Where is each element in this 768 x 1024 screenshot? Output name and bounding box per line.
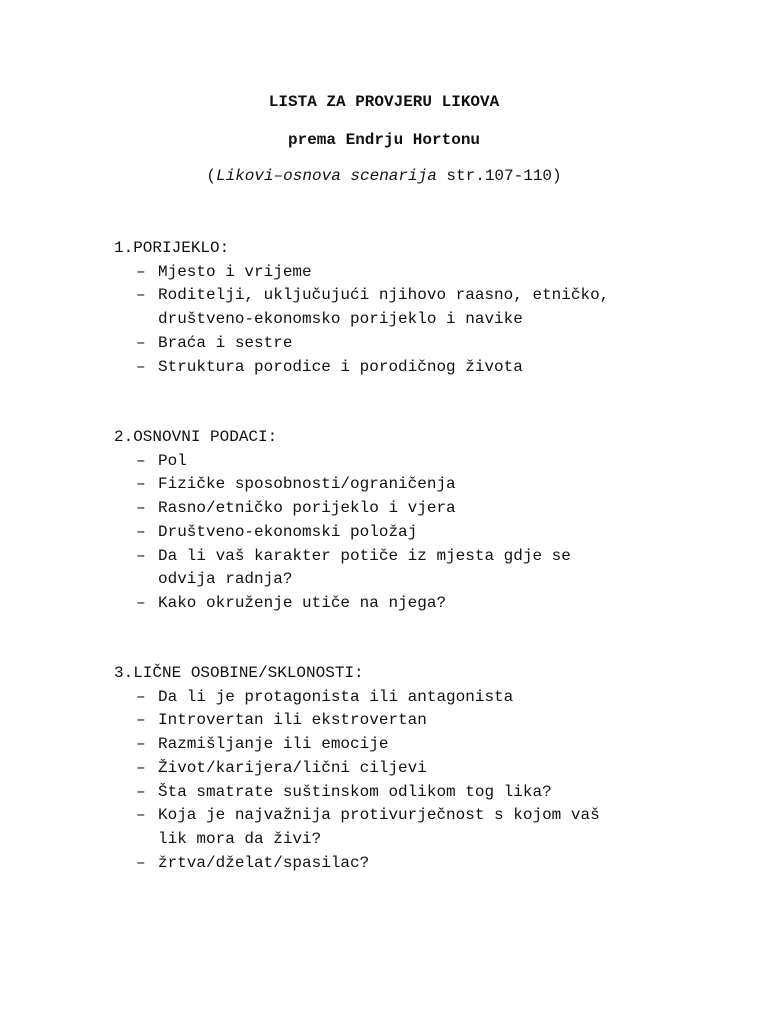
bullet-dash: –: [136, 546, 146, 565]
list-item: [114, 781, 734, 805]
source-pages: str.107-110): [436, 167, 562, 185]
list-item-text: Da li je protagonista ili antagonista: [158, 687, 514, 706]
section-item-list: [114, 450, 734, 616]
list-item: [114, 804, 734, 851]
list-item: [114, 733, 734, 757]
bullet-dash: –: [136, 806, 146, 825]
list-item: [114, 852, 734, 876]
list-item: [114, 284, 734, 331]
list-item: [114, 473, 734, 497]
section-porijeklo: [114, 237, 734, 379]
list-item: [114, 592, 734, 616]
bullet-dash: –: [136, 687, 146, 706]
list-item-text: Introvertan ili ekstrovertan: [158, 711, 427, 730]
bullet-dash: –: [136, 286, 146, 305]
source-open-paren: (: [206, 167, 216, 185]
source-book-title: Likovi–osnova scenarija: [215, 167, 437, 185]
bullet-dash: –: [136, 262, 146, 281]
bullet-dash: –: [136, 499, 146, 518]
list-item-text: Kako okruženje utiče na njega?: [158, 593, 447, 612]
list-item-text: Mjesto i vrijeme: [158, 262, 312, 281]
document-title: LISTA ZA PROVJERU LIKOVA: [268, 93, 500, 111]
section-osnovni-podaci: [114, 426, 734, 616]
bullet-dash: –: [136, 853, 146, 872]
list-item-text: Razmišljanje ili emocije: [158, 735, 389, 754]
bullet-dash: –: [136, 522, 146, 541]
bullet-dash: –: [136, 333, 146, 352]
list-item-text: Život/karijera/lični ciljevi: [158, 758, 427, 777]
source-reference: [0, 166, 768, 186]
list-item: [114, 521, 734, 545]
list-item: [114, 356, 734, 380]
bullet-dash: –: [136, 475, 146, 494]
bullet-dash: –: [136, 451, 146, 470]
list-item-text: Koja je najvažnija protivurječnost s kojom vaš lik mora da živi?: [158, 806, 600, 848]
document-subtitle: prema Endrju Hortonu: [287, 131, 481, 149]
list-item-text: Da li vaš karakter potiče iz mjesta gdje se odvija radnja?: [158, 546, 571, 589]
list-item: [114, 332, 734, 356]
section-heading: 3.LIČNE OSOBINE/SKLONOSTI:: [114, 664, 364, 682]
section-item-list: [114, 261, 734, 380]
list-item-text: Šta smatrate suštinskom odlikom tog lika?: [158, 782, 552, 801]
list-item-text: Fizičke sposobnosti/ograničenja: [158, 475, 456, 494]
bullet-dash: –: [136, 735, 146, 754]
bullet-dash: –: [136, 593, 146, 612]
list-item-text: Pol: [158, 451, 187, 470]
list-item: [114, 709, 734, 733]
list-item-text: Struktura porodice i porodičnog života: [158, 357, 523, 376]
list-item: [114, 261, 734, 285]
list-item-text: Braća i sestre: [158, 333, 293, 352]
list-item: [114, 757, 734, 781]
list-item: [114, 450, 734, 474]
section-licne-osobine: [114, 662, 734, 875]
section-heading: 2.OSNOVNI PODACI:: [114, 428, 278, 446]
list-item: [114, 686, 734, 710]
bullet-dash: –: [136, 357, 146, 376]
section-item-list: [114, 686, 734, 876]
list-item-text: Rasno/etničko porijeklo i vjera: [158, 499, 456, 518]
bullet-dash: –: [136, 782, 146, 801]
bullet-dash: –: [136, 711, 146, 730]
list-item-text: Roditelji, uključujući njihovo raasno, etničko, društveno-ekonomsko porijeklo i navike: [158, 286, 610, 329]
list-item: [114, 497, 734, 521]
list-item-text: žrtva/dželat/spasilac?: [158, 853, 370, 872]
bullet-dash: –: [136, 758, 146, 777]
list-item: [114, 545, 734, 592]
section-heading: 1.PORIJEKLO:: [114, 239, 230, 257]
list-item-text: Društveno-ekonomski položaj: [158, 522, 418, 541]
